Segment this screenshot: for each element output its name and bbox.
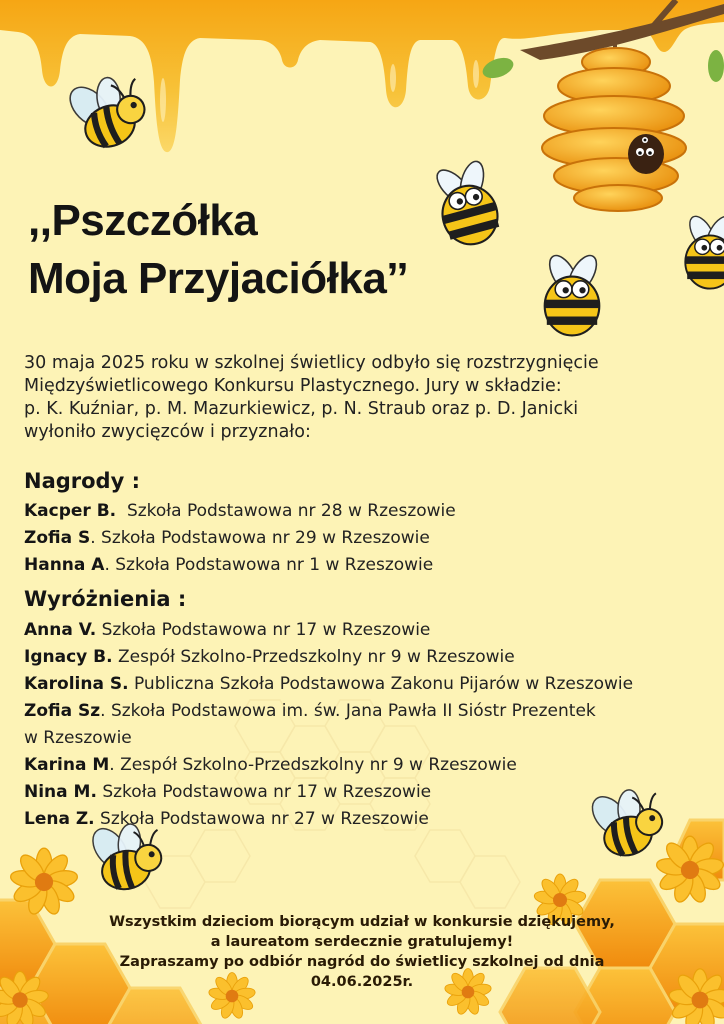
intro-line: Międzyświetlicowego Konkursu Plastycznego. Jury w składzie:: [24, 376, 562, 396]
poster-title: [28, 192, 408, 308]
beehive-icon: [542, 40, 686, 211]
bee-icon: [685, 212, 724, 288]
prize-item: [24, 498, 724, 525]
winner-name: Hanna A: [24, 555, 105, 575]
distinctions-heading: Wyróżnienia :: [24, 587, 187, 611]
winner-name: Ignacy B.: [24, 647, 113, 667]
distinction-item: [24, 779, 724, 806]
intro-line: wyłoniło zwycięzców i przyznało:: [24, 422, 311, 442]
distinction-item: [24, 671, 724, 698]
winner-school: Publiczna Szkoła Podstawowa Zakonu Pijarów w Rzeszowie: [128, 674, 634, 694]
title-line-2: Moja Przyjaciółka’’: [28, 254, 409, 303]
prize-item: [24, 525, 724, 552]
winner-name: Karina M: [24, 755, 110, 775]
winner-school: Szkoła Podstawowa nr 17 w Rzeszowie: [96, 620, 431, 640]
bee-icon: [59, 63, 155, 157]
winner-name: Karolina S.: [24, 674, 129, 694]
winner-school: . Zespół Szkolno-Przedszkolny nr 9 w Rzeszowie: [109, 755, 517, 775]
winner-name: Kacper B.: [24, 501, 117, 521]
intro-paragraph: [24, 352, 704, 444]
prize-item: [24, 552, 724, 579]
winner-name: Anna V.: [24, 620, 97, 640]
bee-icon: [429, 154, 507, 250]
closing-line: Wszystkim dzieciom biorącym udział w konkursie dziękujemy,: [109, 914, 615, 930]
closing-message: [40, 912, 684, 992]
title-line-1: ,,Pszczółka: [28, 196, 258, 245]
closing-line: Zapraszamy po odbiór nagród do świetlicy szkolnej od dnia: [119, 954, 605, 970]
winner-name: Nina M.: [24, 782, 97, 802]
bee-icon: [544, 251, 602, 335]
distinction-item: [24, 644, 724, 671]
intro-line: 30 maja 2025 roku w szkolnej świetlicy odbyło się rozstrzygnięcie: [24, 353, 599, 373]
winner-school: Szkoła Podstawowa nr 27 w Rzeszowie: [94, 809, 429, 829]
winner-school: . Szkoła Podstawowa im. św. Jana Pawła II Sióstr Prezentek: [100, 701, 596, 721]
distinctions-list: [24, 617, 724, 833]
winner-school-continued: w Rzeszowie: [24, 728, 132, 748]
winner-school: Szkoła Podstawowa nr 17 w Rzeszowie: [96, 782, 432, 802]
honey-highlight: [160, 60, 479, 122]
distinction-item: [24, 806, 724, 833]
winner-name: Zofia S: [24, 528, 91, 548]
winner-name: Zofia Sz: [24, 701, 101, 721]
winner-school: Szkoła Podstawowa nr 28 w Rzeszowie: [116, 501, 456, 521]
closing-line: a laureatom serdecznie gratulujemy!: [210, 934, 514, 950]
prizes-heading: Nagrody :: [24, 469, 140, 493]
flower-icon: [655, 836, 724, 904]
distinction-item: [24, 752, 724, 779]
winner-school: Zespół Szkolno-Przedszkolny nr 9 w Rzeszowie: [112, 647, 515, 667]
closing-line: 04.06.2025r.: [310, 974, 414, 990]
winner-school: . Szkoła Podstawowa nr 1 w Rzeszowie: [104, 555, 434, 575]
leaf-icon: [708, 50, 724, 82]
intro-line: p. K. Kuźniar, p. M. Mazurkiewicz, p. N. Straub oraz p. D. Janicki: [24, 399, 579, 419]
winner-name: Lena Z.: [24, 809, 95, 829]
distinction-item: [24, 698, 724, 752]
winner-school: . Szkoła Podstawowa nr 29 w Rzeszowie: [90, 528, 430, 548]
prizes-list: [24, 498, 724, 579]
distinction-item: [24, 617, 724, 644]
